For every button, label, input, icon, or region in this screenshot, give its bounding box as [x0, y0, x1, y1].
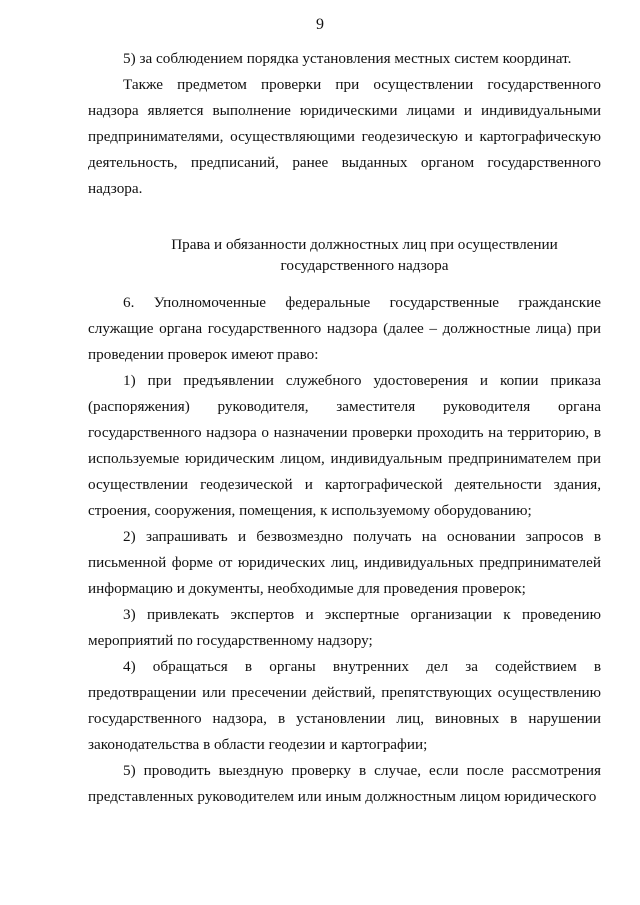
- paragraph-6: 6. Уполномоченные федеральные государственные гражданские служащие органа государственного надзора (далее – должностные лица) при проведении проверок имеют право:: [88, 294, 601, 363]
- paragraph-inspection-subject: Также предметом проверки при осуществлении государственного надзора является выполнение юридическими лицами и индивидуальными предпринимателями, осуществляющими геодезическую и картографическую деятельность, предписаний, ранее выданных органом государственного надзора.: [88, 76, 601, 197]
- section-heading-line-1: Права и обязанности должностных лиц при осуществлении: [171, 236, 558, 253]
- section-heading-line-2: государственного надзора: [280, 257, 449, 274]
- paragraph-item-5-coordinates: 5) за соблюдением порядка установления местных систем координат.: [123, 50, 572, 67]
- rights-item-4: 4) обращаться в органы внутренних дел за содействием в предотвращении или пресечении действий, препятствующих осуществлению государственного надзора, в установлении лиц, виновных в нарушении законодательства в области геодезии и картографии;: [88, 658, 601, 753]
- rights-item-1: 1) при предъявлении служебного удостоверения и копии приказа (распоряжения) руководителя, заместителя руководителя органа государственного надзора о назначении проверки проходить на территорию, в используемые юридическим лицом, индивидуальным предпринимателем при осуществлении геодезической и картографической деятельности здания, строения, сооружения, помещения, к используемому оборудованию;: [88, 372, 601, 519]
- rights-section: [88, 290, 601, 810]
- rights-item-2: 2) запрашивать и безвозмездно получать на основании запросов в письменной форме от юридических лиц, индивидуальных предпринимателей информацию и документы, необходимые для проведения проверок;: [88, 528, 601, 597]
- rights-item-3: 3) привлекать экспертов и экспертные организации к проведению мероприятий по государственному надзору;: [88, 606, 601, 649]
- intro-block: [88, 46, 601, 202]
- page-number: 9: [316, 16, 324, 33]
- rights-item-5: 5) проводить выездную проверку в случае, если после рассмотрения представленных руководителем или иным должностным лицом юридического: [88, 762, 601, 805]
- section-heading: [88, 234, 640, 276]
